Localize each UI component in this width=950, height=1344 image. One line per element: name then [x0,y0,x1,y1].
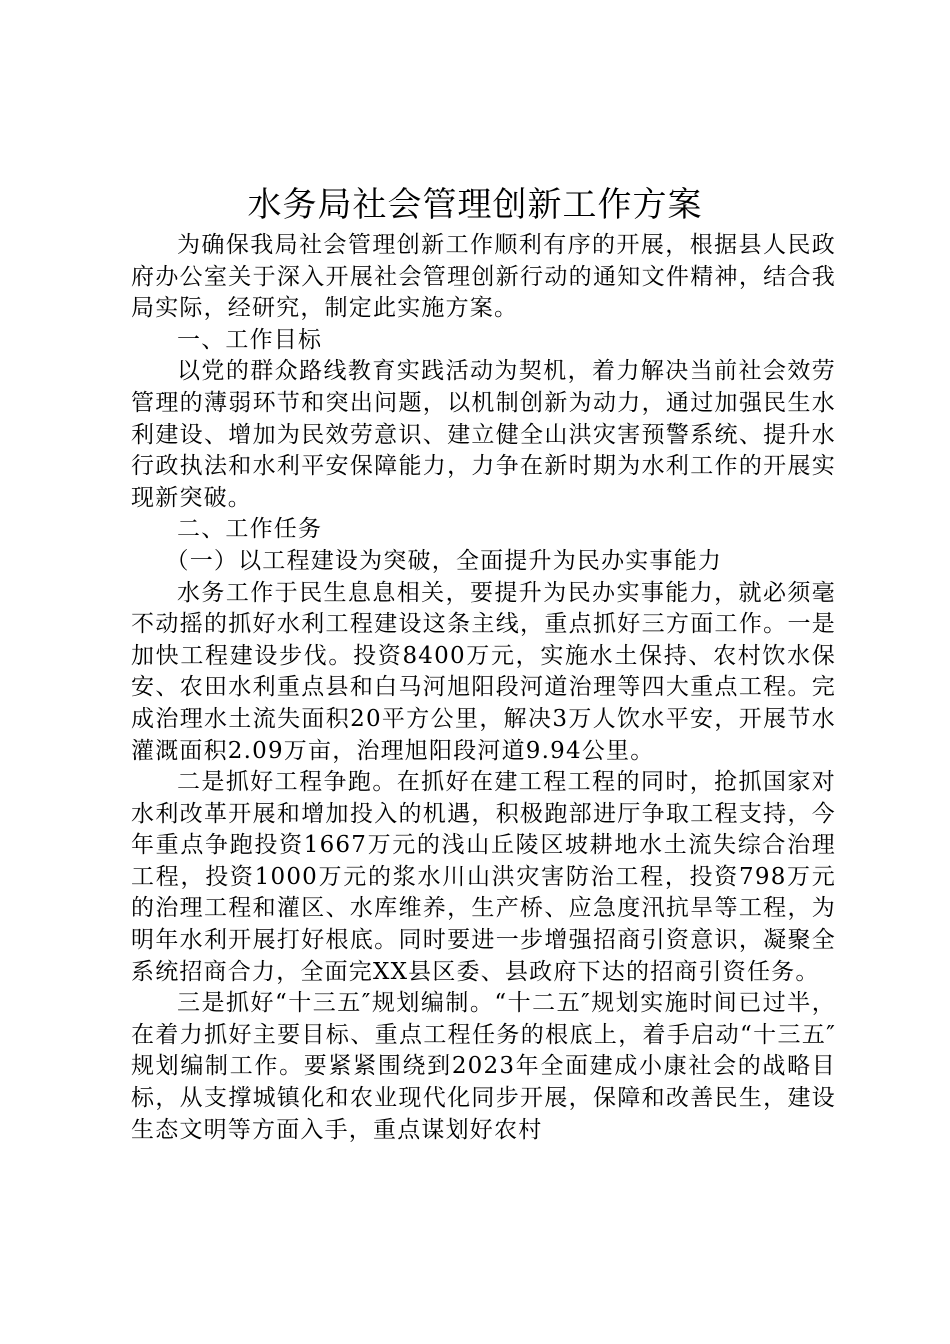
document-body [131,230,836,1146]
subsection-heading-1: （一）以工程建设为突破，全面提升为民办实事能力 [165,547,723,574]
section-heading-tasks: 二、工作任务 [177,516,323,543]
intro-paragraph: 为确保我局社会管理创新工作顺利有序的开展，根据县人民政府办公室关于深入开展社会管理创新行动的通知文件精神，结合我局实际，经研究，制定此实施方案。 [131,232,836,322]
goals-paragraph: 以党的群众路线教育实践活动为契机，着力解决当前社会效劳管理的薄弱环节和突出问题，以机制创新为动力，通过加强民生水利建设、增加为民效劳意识、建立健全山洪灾害预警系统、提升水行政执法和水利平安保障能力，力争在新时期为水利工作的开展实现新突破。 [131,358,836,511]
tasks-paragraph-1: 水务工作于民生息息相关，要提升为民办实事能力，就必须毫不动摇的抓好水利工程建设这条主线，重点抓好三方面工作。一是加快工程建设步伐。投资8400万元，实施水土保持、农村饮水保安、农田水利重点县和白马河旭阳段河道治理等四大重点工程。完成治理水土流失面积20平方公里，解决3万人饮水平安，开展节水灌溉面积2.09万亩，治理旭阳段河道9.94公里。 [131,579,836,764]
document-title: 水务局社会管理创新工作方案 [247,185,703,225]
section-heading-goals: 一、工作目标 [177,326,323,353]
tasks-paragraph-2: 二是抓好工程争跑。在抓好在建工程工程的同时，抢抓国家对水利改革开展和增加投入的机遇，积极跑部进厅争取工程支持，今年重点争跑投资1667万元的浅山丘陵区坡耕地水土流失综合治理工程，投资1000万元的浆水川山洪灾害防治工程，投资798万元的治理工程和灌区、水库维养，生产桥、应急度汛抗旱等工程，为明年水利开展打好根底。同时要进一步增强招商引资意识，凝聚全系统招商合力，全面完XX县区委、县政府下达的招商引资任务。 [131,769,836,985]
tasks-paragraph-3: 三是抓好“十三五″规划编制。“十二五″规划实施时间已过半，在着力抓好主要目标、重点工程任务的根底上，着手启动“十三五″规划编制工作。要紧紧围绕到2023年全面建成小康社会的战略目标，从支撑城镇化和农业现代化同步开展，保障和改善民生，建设生态文明等方面入手，重点谋划好农村 [131,990,836,1143]
